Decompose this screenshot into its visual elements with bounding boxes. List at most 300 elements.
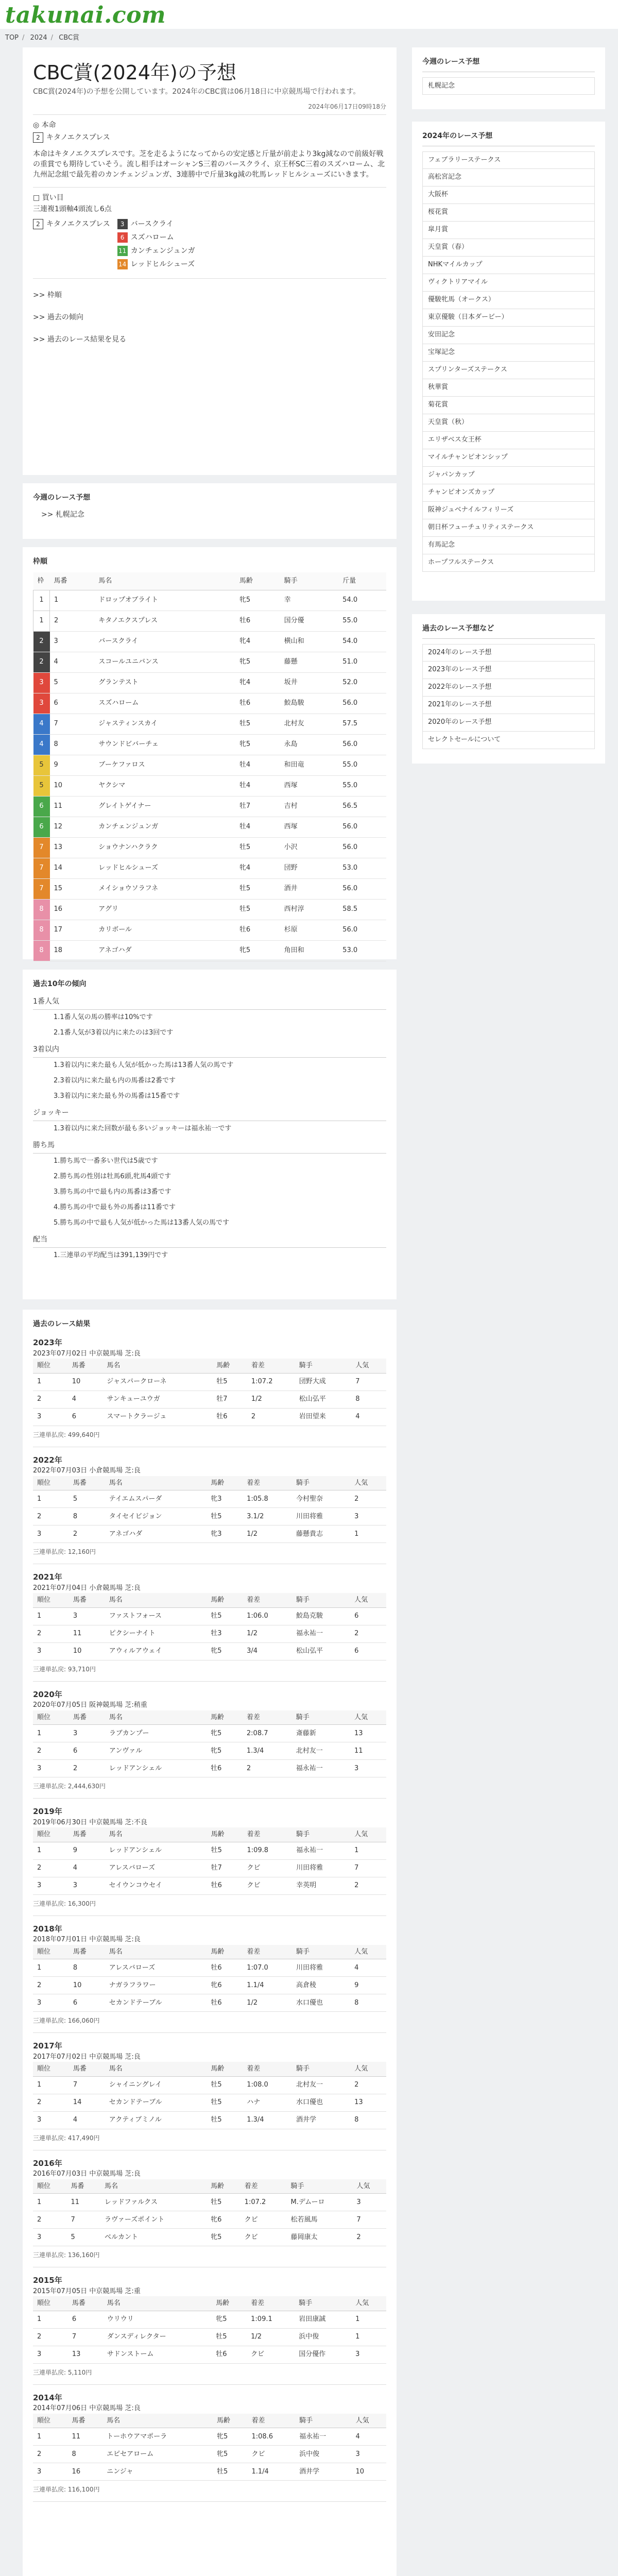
entry-umaban: 5 <box>50 672 95 693</box>
race-result <box>33 2275 386 2385</box>
race-cell-name: テイエムスパーダ <box>105 1490 207 1508</box>
race-cell-rank: 1 <box>33 2428 68 2446</box>
entry-waku: 5 <box>33 755 50 775</box>
honmei-icon: ◎ <box>33 121 40 129</box>
race-col-pop: 人気 <box>351 2414 386 2428</box>
entry-age: 牡7 <box>235 796 280 817</box>
sidebar-link[interactable]: 天皇賞（秋） <box>422 414 595 432</box>
entry-weight: 56.0 <box>338 693 386 714</box>
race-col-umaban: 馬番 <box>69 1476 105 1490</box>
race-cell-name: サンキューユウガ <box>102 1391 212 1408</box>
entry-row <box>33 940 387 961</box>
race-cell-pop: 3 <box>350 1760 386 1777</box>
race-cell-rank: 3 <box>33 1408 68 1426</box>
race-cell-name: スマートクラージュ <box>102 1408 212 1426</box>
race-cell-jockey: 水口優也 <box>292 2094 350 2111</box>
entry-weight: 56.0 <box>338 878 386 899</box>
tendency-list <box>33 1154 386 1231</box>
sidebar-link[interactable]: NHKマイルカップ <box>422 257 595 274</box>
race-col-name: 馬名 <box>103 2296 212 2311</box>
race-row <box>33 1742 386 1760</box>
race-year: 2018年 <box>33 1924 62 1934</box>
race-cell-name: ナガラフラワー <box>105 1977 207 1994</box>
honmei-number: 2 <box>33 132 43 143</box>
race-cell-pop: 11 <box>350 1742 386 1760</box>
race-cell-age: 牝5 <box>207 1742 243 1760</box>
race-result <box>33 2158 386 2268</box>
entry-name: サウンドビバーチェ <box>94 734 235 755</box>
entry-umaban: 15 <box>50 878 95 899</box>
entry-weight: 56.0 <box>338 920 386 940</box>
race-row <box>33 1842 386 1859</box>
race-cell-jockey: 川田将雅 <box>292 1508 350 1526</box>
race-col-rank: 順位 <box>33 2414 68 2428</box>
race-cell-rank: 3 <box>33 2346 68 2363</box>
race-cell-age: 牡5 <box>213 2463 248 2481</box>
race-cell-age: 牡5 <box>207 1508 243 1526</box>
site-logo[interactable]: takunai.com <box>5 2 166 28</box>
race-cell-umaban: 6 <box>68 1408 103 1426</box>
link-results[interactable]: >> 過去のレース結果を見る <box>33 335 127 344</box>
race-result <box>33 2040 386 2150</box>
race-cell-rank: 2 <box>33 1859 69 1877</box>
race-cell-name: ダンスディレクター <box>103 2328 212 2346</box>
weekly-ref-card <box>23 483 397 539</box>
race-cell-name: セカンドテーブル <box>105 1994 207 2012</box>
tendency-item: 1.1番人気の馬の勝率は10%です <box>54 1013 153 1021</box>
entry-weight: 56.0 <box>338 837 386 858</box>
race-cell-name: シャイニングレイ <box>105 2076 207 2094</box>
race-cell-umaban: 3 <box>69 1725 105 1742</box>
entry-weight: 54.0 <box>338 590 386 611</box>
race-year: 2015年 <box>33 2276 62 2285</box>
race-cell-jockey: 北村友一 <box>292 2076 350 2094</box>
entry-jockey: 幸 <box>280 590 339 611</box>
race-cell-margin: ハナ <box>243 2094 292 2111</box>
entry-age: 牡6 <box>235 611 280 631</box>
entry-umaban: 4 <box>50 652 95 672</box>
breadcrumb: TOP / 2024 / CBC賞 <box>0 29 618 47</box>
breadcrumb-year[interactable]: 2024 <box>30 34 47 42</box>
link-entries[interactable]: >> 枠順 <box>33 291 62 299</box>
weekly-ref-title: 今週のレース予想 <box>33 494 91 502</box>
sidebar-link[interactable]: フェブラリーステークス <box>422 151 595 169</box>
published-date: 2024年06月17日09時18分 <box>308 103 386 110</box>
race-table <box>33 2179 386 2247</box>
weekly-ref-link[interactable]: >> 札幌記念 <box>41 511 84 519</box>
race-result <box>33 1454 386 1565</box>
race-cell-rank: 2 <box>33 2094 69 2111</box>
race-cell-margin: クビ <box>241 2211 287 2229</box>
race-cell-pop: 8 <box>350 2111 386 2129</box>
sidebar-link[interactable]: 秋華賞 <box>422 379 595 397</box>
sidebar-link[interactable]: 安田記念 <box>422 327 595 344</box>
sidebar-link[interactable]: 有馬記念 <box>422 537 595 554</box>
race-cell-umaban: 8 <box>69 1959 105 1977</box>
sidebar-link[interactable]: 天皇賞（春） <box>422 239 595 257</box>
sidebar-link[interactable]: 高松宮記念 <box>422 169 595 187</box>
partner-horse: バースクライ <box>130 220 174 228</box>
entry-waku: 8 <box>33 899 50 920</box>
entry-umaban: 2 <box>50 611 95 631</box>
sidebar-link[interactable]: マイルチャンピオンシップ <box>422 449 595 467</box>
partner-row <box>117 258 195 271</box>
sidebar-link[interactable]: スプリンターズステークス <box>422 362 595 379</box>
race-payout: 三連単払戻: 136,160円 <box>33 2251 100 2259</box>
race-info: 2022年07月03日 小倉競馬場 芝:良 <box>33 1467 141 1475</box>
race-col-age: 馬齢 <box>207 1476 243 1490</box>
race-cell-pop: 7 <box>351 1373 386 1391</box>
race-cell-margin: 1:09.8 <box>243 1842 292 1859</box>
race-cell-rank: 2 <box>33 1742 69 1760</box>
entry-jockey: 西村淳 <box>280 899 339 920</box>
race-table <box>33 1827 386 1895</box>
race-table <box>33 1359 386 1426</box>
race-cell-rank: 3 <box>33 2111 69 2129</box>
race-cell-jockey: 酒井学 <box>295 2463 351 2481</box>
race-cell-margin: 1:08.6 <box>247 2428 295 2446</box>
race-cell-pop: 3 <box>351 2446 386 2463</box>
race-cell-age: 牝3 <box>207 1490 243 1508</box>
race-row <box>33 2111 386 2129</box>
race-col-umaban: 馬番 <box>68 2296 103 2311</box>
race-cell-pop: 2 <box>352 2229 386 2246</box>
race-cell-age: 牝5 <box>207 2229 241 2246</box>
race-cell-pop: 8 <box>351 1391 386 1408</box>
entry-waku: 6 <box>33 796 50 817</box>
lead-text: CBC賞(2024年)の予想を公開しています。2024年のCBC賞は06月18日に中京競馬場で行われます。 <box>33 88 360 96</box>
race-col-pop: 人気 <box>350 1827 386 1842</box>
sidebar-week-title: 今週のレース予想 <box>422 57 595 72</box>
race-cell-age: 牝5 <box>207 1642 243 1660</box>
entry-age: 牡5 <box>235 878 280 899</box>
entry-umaban: 7 <box>50 714 95 734</box>
race-info: 2019年06月30日 中京競馬場 芝:不良 <box>33 1818 147 1826</box>
race-cell-pop: 8 <box>350 1994 386 2012</box>
tendency-card <box>23 970 397 1299</box>
race-col-age: 馬齢 <box>212 1359 247 1373</box>
sidebar-link[interactable]: 2020年のレース予想 <box>422 714 595 732</box>
race-col-jockey: 騎手 <box>295 2296 351 2311</box>
buy-block <box>33 193 386 271</box>
breadcrumb-top[interactable]: TOP <box>5 34 19 42</box>
race-cell-jockey: M.デムーロ <box>286 2194 352 2211</box>
sidebar-link[interactable]: 皐月賞 <box>422 222 595 239</box>
race-cell-age: 牡6 <box>207 1760 243 1777</box>
race-cell-name: アクティブミノル <box>105 2111 207 2129</box>
entry-age: 牝5 <box>235 652 280 672</box>
sidebar-link[interactable]: ジャパンカップ <box>422 467 595 484</box>
sidebar-link[interactable]: 宝塚記念 <box>422 344 595 362</box>
sidebar-link[interactable]: 2021年のレース予想 <box>422 697 595 714</box>
entry-name: ジャスティンスカイ <box>94 714 235 734</box>
race-year: 2014年 <box>33 2393 62 2402</box>
entry-jockey: 角田和 <box>280 940 339 961</box>
race-cell-age: 牡5 <box>207 1842 243 1859</box>
race-cell-rank: 2 <box>33 2328 68 2346</box>
entry-weight: 56.0 <box>338 734 386 755</box>
race-cell-rank: 1 <box>33 1725 69 1742</box>
race-payout: 三連単払戻: 116,100円 <box>33 2486 100 2493</box>
race-row <box>33 1877 386 1894</box>
race-row <box>33 1994 386 2012</box>
race-cell-age: 牡7 <box>212 1391 247 1408</box>
race-cell-name: ジャスパークローネ <box>102 1373 212 1391</box>
race-cell-umaban: 8 <box>68 2446 103 2463</box>
tendency-item: 2.3着以内に来た最も内の馬番は2番です <box>54 1077 176 1084</box>
race-cell-jockey: 岩田望来 <box>295 1408 352 1426</box>
entry-jockey: 国分優 <box>280 611 339 631</box>
race-row <box>33 1526 386 1543</box>
entry-name: アグリ <box>94 899 235 920</box>
race-row <box>33 2194 386 2211</box>
entry-name: ドロップオブライト <box>94 590 235 611</box>
entry-name: アネゴハダ <box>94 940 235 961</box>
tendency-item: 3.勝ち馬の中で最も内の馬番は3番です <box>54 1188 171 1196</box>
sidebar-past-card <box>412 614 605 764</box>
race-cell-rank: 2 <box>33 1625 69 1642</box>
sidebar-link[interactable]: 菊花賞 <box>422 397 595 414</box>
race-cell-name: セイウンコウセイ <box>105 1877 207 1894</box>
race-cell-jockey: 浜中俊 <box>295 2446 351 2463</box>
entry-age: 牝4 <box>235 672 280 693</box>
sidebar-link[interactable]: 東京優駿（日本ダービー） <box>422 309 595 327</box>
race-cell-age: 牡5 <box>212 2328 247 2346</box>
race-year: 2021年 <box>33 1572 62 1582</box>
race-cell-name: アレスバローズ <box>105 1959 207 1977</box>
race-result <box>33 1571 386 1682</box>
race-cell-margin: 1/2 <box>243 1526 292 1543</box>
entry-umaban: 1 <box>50 590 95 611</box>
race-cell-umaban: 10 <box>69 1977 105 1994</box>
entry-waku: 2 <box>33 652 50 672</box>
race-cell-jockey: 福永祐一 <box>292 1760 350 1777</box>
race-cell-margin: 1.1/4 <box>247 2463 295 2481</box>
race-cell-age: 牝5 <box>207 1725 243 1742</box>
race-col-rank: 順位 <box>33 2179 67 2194</box>
entry-weight: 53.0 <box>338 940 386 961</box>
entry-jockey: 杉原 <box>280 920 339 940</box>
race-cell-jockey: 団野大成 <box>295 1373 352 1391</box>
partner-number: 3 <box>117 219 128 229</box>
col-waku: 枠 <box>33 572 50 590</box>
race-cell-rank: 1 <box>33 1607 69 1625</box>
sidebar-link[interactable]: 2023年のレース予想 <box>422 662 595 679</box>
sidebar-link[interactable]: 阪神ジュベナイルフィリーズ <box>422 502 595 519</box>
race-table <box>33 1945 386 2012</box>
entry-waku: 6 <box>33 817 50 837</box>
race-cell-margin: 2:08.7 <box>243 1725 292 1742</box>
race-col-margin: 着差 <box>243 1945 292 1959</box>
entry-name: バースクライ <box>94 631 235 652</box>
entry-age: 牝4 <box>235 631 280 652</box>
entry-waku: 7 <box>33 858 50 878</box>
race-cell-pop: 1 <box>350 1842 386 1859</box>
race-cell-margin: 2 <box>243 1760 292 1777</box>
race-cell-umaban: 5 <box>69 1490 105 1508</box>
race-cell-pop: 13 <box>350 2094 386 2111</box>
race-col-pop: 人気 <box>350 1593 386 1607</box>
race-payout: 三連単払戻: 93,710円 <box>33 1665 96 1673</box>
sidebar-link[interactable]: 朝日杯フューチュリティステークス <box>422 519 595 537</box>
race-col-age: 馬齢 <box>213 2414 248 2428</box>
race-payout: 三連単払戻: 166,060円 <box>33 2017 100 2024</box>
sidebar-link[interactable]: エリザベス女王杯 <box>422 432 595 449</box>
race-col-pop: 人気 <box>350 2062 386 2076</box>
race-cell-jockey: 今村聖奈 <box>292 1490 350 1508</box>
entry-weight: 55.0 <box>338 611 386 631</box>
race-cell-jockey: 福永祐一 <box>295 2428 351 2446</box>
race-cell-margin: 1.3/4 <box>243 2111 292 2129</box>
entry-jockey: 鮫島駿 <box>280 693 339 714</box>
race-cell-pop: 4 <box>351 1408 386 1426</box>
race-cell-name: ラヴァーズポイント <box>100 2211 207 2229</box>
race-cell-jockey: 浜中俊 <box>295 2328 351 2346</box>
entry-waku: 1 <box>33 611 50 631</box>
sidebar-link[interactable]: 優駿牝馬（オークス） <box>422 292 595 309</box>
race-cell-umaban: 4 <box>69 1859 105 1877</box>
col-age: 馬齢 <box>235 572 280 590</box>
entry-row <box>33 837 387 858</box>
race-row <box>33 1959 386 1977</box>
race-cell-umaban: 2 <box>69 1526 105 1543</box>
axis-horse: キタノエクスプレス <box>46 220 110 228</box>
race-year: 2022年 <box>33 1455 62 1465</box>
race-col-name: 馬名 <box>105 1476 207 1490</box>
entry-name: ヤクシマ <box>94 775 235 796</box>
race-cell-margin: 1/2 <box>247 2328 295 2346</box>
race-row <box>33 1408 386 1426</box>
race-cell-umaban: 14 <box>69 2094 105 2111</box>
race-cell-rank: 1 <box>33 2311 68 2328</box>
race-year: 2019年 <box>33 1807 62 1816</box>
race-cell-rank: 2 <box>33 2446 68 2463</box>
race-cell-jockey: 岩田康誠 <box>295 2311 351 2328</box>
sidebar-link[interactable]: 2022年のレース予想 <box>422 679 595 697</box>
race-cell-pop: 3 <box>350 1508 386 1526</box>
race-col-margin: 着差 <box>243 1593 292 1607</box>
race-cell-pop: 1 <box>351 2311 386 2328</box>
col-weight: 斤量 <box>338 572 386 590</box>
race-col-age: 馬齢 <box>207 1710 243 1725</box>
race-cell-age: 牡5 <box>207 2076 243 2094</box>
race-cell-rank: 1 <box>33 1490 69 1508</box>
entry-weight: 55.0 <box>338 755 386 775</box>
race-cell-margin: 1:05.8 <box>243 1490 292 1508</box>
entry-umaban: 13 <box>50 837 95 858</box>
entry-waku: 7 <box>33 837 50 858</box>
col-jockey: 騎手 <box>280 572 339 590</box>
race-row <box>33 1977 386 1994</box>
partner-row <box>117 231 195 244</box>
race-cell-umaban: 8 <box>69 1508 105 1526</box>
race-cell-jockey: 松若風馬 <box>286 2211 352 2229</box>
race-year: 2020年 <box>33 1689 62 1699</box>
tendency-list <box>33 1058 386 1104</box>
race-payout: 三連単払戻: 12,160円 <box>33 1548 96 1555</box>
race-col-age: 馬齢 <box>212 2296 247 2311</box>
entry-name: ブーケファロス <box>94 755 235 775</box>
race-cell-pop: 2 <box>350 1625 386 1642</box>
link-tendency[interactable]: >> 過去の傾向 <box>33 313 83 321</box>
race-payout: 三連単払戻: 499,640円 <box>33 1431 100 1438</box>
race-cell-name: トーホウアマポーラ <box>102 2428 213 2446</box>
sidebar-link[interactable]: ヴィクトリアマイル <box>422 274 595 292</box>
race-cell-jockey: 酒井学 <box>292 2111 350 2129</box>
sidebar-link[interactable]: 大阪杯 <box>422 187 595 204</box>
race-row <box>33 1607 386 1625</box>
entry-row <box>33 755 387 775</box>
race-payout: 三連単払戻: 417,490円 <box>33 2134 100 2142</box>
tendency-item: 4.勝ち馬の中で最も外の馬番は11番です <box>54 1204 176 1211</box>
race-row <box>33 2463 386 2481</box>
race-col-pop: 人気 <box>350 1710 386 1725</box>
entry-waku: 4 <box>33 714 50 734</box>
entry-age: 牡6 <box>235 693 280 714</box>
entry-waku: 2 <box>33 631 50 652</box>
race-cell-age: 牡6 <box>207 1877 243 1894</box>
ticket-icon: □ <box>33 194 40 202</box>
race-cell-rank: 3 <box>33 1760 69 1777</box>
race-cell-rank: 3 <box>33 1994 69 2012</box>
sidebar-link[interactable]: 桜花賞 <box>422 204 595 222</box>
sidebar-link[interactable]: セレクトセールについて <box>422 732 595 749</box>
entry-row <box>33 920 387 940</box>
race-cell-margin: 1/2 <box>243 1625 292 1642</box>
race-cell-jockey: 幸英明 <box>292 1877 350 1894</box>
race-cell-age: 牡5 <box>212 1373 247 1391</box>
race-cell-umaban: 9 <box>69 1842 105 1859</box>
race-col-pop: 人気 <box>351 1359 386 1373</box>
race-col-age: 馬齢 <box>207 1827 243 1842</box>
race-cell-umaban: 11 <box>69 1625 105 1642</box>
race-result <box>33 1337 386 1447</box>
race-col-jockey: 騎手 <box>292 1710 350 1725</box>
race-col-margin: 着差 <box>243 1476 292 1490</box>
race-row <box>33 2094 386 2111</box>
entry-jockey: 横山和 <box>280 631 339 652</box>
sidebar-link[interactable]: 2024年のレース予想 <box>422 644 595 662</box>
race-row <box>33 1625 386 1642</box>
sidebar-link[interactable]: 札幌記念 <box>422 77 595 95</box>
sidebar-link[interactable]: ホープフルステークス <box>422 554 595 572</box>
sidebar-link[interactable]: チャンピオンズカップ <box>422 484 595 502</box>
race-cell-name: レッドアンシェル <box>105 1760 207 1777</box>
entry-umaban: 3 <box>50 631 95 652</box>
entry-umaban: 16 <box>50 899 95 920</box>
race-table <box>33 2296 386 2364</box>
race-col-umaban: 馬番 <box>68 1359 103 1373</box>
entry-waku: 3 <box>33 693 50 714</box>
race-col-margin: 着差 <box>243 1827 292 1842</box>
race-cell-jockey: 福永祐一 <box>292 1842 350 1859</box>
race-row <box>33 1490 386 1508</box>
entry-jockey: 藤懸 <box>280 652 339 672</box>
entry-row <box>33 899 387 920</box>
entry-weight: 56.5 <box>338 796 386 817</box>
entry-jockey: 西塚 <box>280 775 339 796</box>
race-cell-jockey: 川田将雅 <box>292 1959 350 1977</box>
entry-weight: 53.0 <box>338 858 386 878</box>
race-cell-pop: 7 <box>352 2211 386 2229</box>
race-row <box>33 1508 386 1526</box>
race-cell-pop: 1 <box>351 2328 386 2346</box>
partner-horse: カンチェンジュンガ <box>130 247 195 255</box>
race-cell-pop: 13 <box>350 1725 386 1742</box>
sidebar-past-title: 過去のレース予想など <box>422 623 595 639</box>
race-cell-margin: クビ <box>243 1877 292 1894</box>
race-cell-jockey: 松山弘平 <box>295 1391 352 1408</box>
